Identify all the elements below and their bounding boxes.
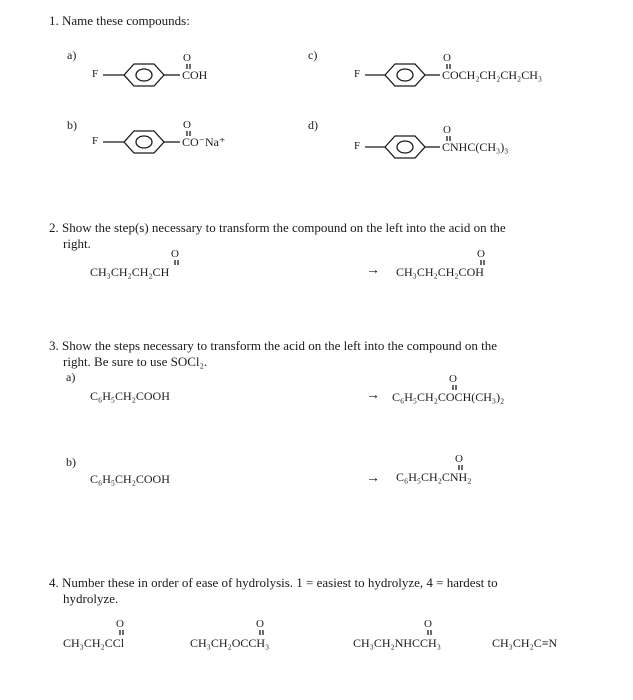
q4-prompt-line2: hydrolyze. (63, 591, 119, 606)
q3-a-carbonyl-o: O (449, 373, 457, 385)
q3-b-carbonyl-o: O (455, 453, 463, 465)
q3-a-left: C₆H₅CH₂COOH (90, 389, 170, 403)
q1-b-carbonyl-o: O (183, 119, 191, 131)
q1-a-group: COH (182, 68, 208, 82)
q4-compound-3: CH₃CH₂NHCCH₃ (353, 636, 441, 650)
q2-left-compound: CH₃CH₂CH₂CH (90, 265, 170, 279)
q1-c-fluorine: F (354, 68, 361, 80)
q2-right-carbonyl-o: O (477, 248, 485, 260)
q1-d-label: d) (308, 118, 318, 132)
benzene-ring-a (103, 64, 180, 86)
benzene-ring-d (365, 136, 440, 158)
q1-a-fluorine: F (92, 68, 99, 80)
q2-right-compound: CH₃CH₂CH₂COH (396, 265, 484, 279)
q1-prompt: 1. Name these compounds: (49, 13, 190, 28)
benzene-ring-b (103, 131, 180, 153)
q3-a-arrow: → (366, 388, 380, 403)
q3-b-left: C₆H₅CH₂COOH (90, 472, 170, 486)
q1-c-group: COCH₂CH₂CH₂CH₃ (442, 68, 543, 82)
q4-compound-1: CH₃CH₂CCl (63, 636, 125, 650)
q1-d-group: CNHC(CH₃)₃ (442, 140, 509, 154)
q2-arrow: → (366, 263, 380, 278)
q4-compound-4: CH₃CH₂C≡N (492, 636, 558, 650)
q2-prompt-line2: right. (63, 236, 91, 251)
q1-c-label: c) (308, 48, 318, 62)
q4-compound-3-carbonyl-o: O (424, 618, 432, 630)
q3-a-label: a) (66, 370, 76, 384)
q1-c-carbonyl-o: O (443, 52, 451, 64)
q3-b-right: C₆H₅CH₂CNH₂ (396, 470, 472, 484)
q2-left-carbonyl-o: O (171, 248, 179, 260)
q1-d-fluorine: F (354, 140, 361, 152)
q2-prompt-line1: 2. Show the step(s) necessary to transform the compound on the left into the acid on the (49, 220, 506, 235)
q3-b-arrow: → (366, 471, 380, 486)
q1-d-carbonyl-o: O (443, 124, 451, 136)
q1-b-fluorine: F (92, 135, 99, 147)
q1-b-label: b) (67, 118, 77, 132)
q3-prompt-line1: 3. Show the steps necessary to transform the acid on the left into the compound on the (49, 338, 498, 353)
q4-prompt-line1: 4. Number these in order of ease of hydrolysis. 1 = easiest to hydrolyze, 4 = hardest to (49, 575, 498, 590)
benzene-ring-c (365, 64, 440, 86)
q1-b-group: CO⁻Na⁺ (182, 135, 226, 149)
q1-a-label: a) (67, 48, 77, 62)
q1-a-carbonyl-o: O (183, 52, 191, 64)
q4-compound-1-carbonyl-o: O (116, 618, 124, 630)
q3-b-label: b) (66, 455, 76, 469)
q3-a-right: C₆H₅CH₂COCH(CH₃)₂ (392, 390, 505, 404)
q4-compound-2-carbonyl-o: O (256, 618, 264, 630)
q3-prompt-line2: right. Be sure to use SOCl₂. (63, 354, 208, 369)
q4-compound-2: CH₃CH₂OCCH₃ (190, 636, 270, 650)
